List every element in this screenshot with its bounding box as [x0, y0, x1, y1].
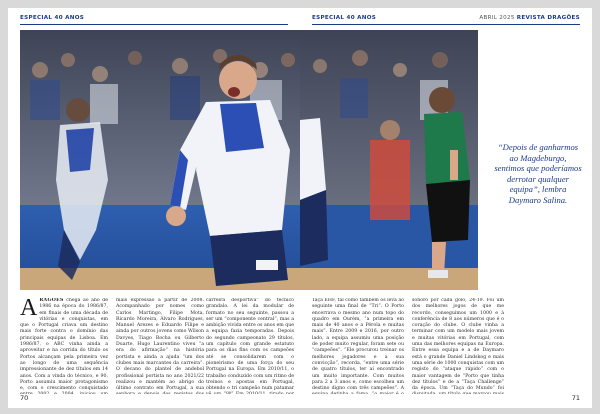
column-text: sonoro por cada golo, 24-19. Foi um dos melhores jogos de que me recordo, conseguimos um 1000 e à conferência de 8 aos números que é o coração do clube. O clube vinha a terminar com um modelo mais jovem e muitas vitórias em Portugal, com uma das melhores equipas na Europa. Entre essa equipa e a de Daymaro está o grande Daniel Lindskog e mais uma série de 1000 conquistas com um registo do “ataque rápido” com o maior vantagem de “Porto que tinha dez títulos” e de a “Taça Challenge” da época. Um “Taça do Mundo” foi [412, 298, 504, 392]
article-column-1 [20, 298, 108, 394]
article-column-3 [206, 298, 294, 394]
article-column-2 [116, 298, 204, 394]
column-text: mais expressão a partir de 2008. Acompanhado por nomes como Carlos Martingo, Filipe Mota, Ricardo Moreira, Álvaro Rodrigues, Manuel Arezes e Eduardo Filipe e ainda por outros jovens como Wilson Davyes, Tiago Rocha ou Gilberto Duarte, Hugo Laurentino viveu “a era do afirmação” na história portista e ainda a ajuda “um dos clubes mais marcantes da carreira”. O decano do plantel de andebol profissional portista no ano 2021/22 realizou e mantém ao abrigo do último contrato em Portugal, a sua [116, 298, 204, 392]
header-rule [312, 24, 580, 25]
column-text: RAGÕES chega ao ano de 1986 na época do 1986/87, em finais de uma década de vitórias e conquistas, em que o Portugal criava um destino mais forte contra o domínio das principais equipas de Lisboa. Em 1986/87, o ABC vinha ainda a aproveitar e na corrida do título os Portos alcançam pela primeira vez ao longo de uma sequência impressionante de dez títulos em 14 anos. Com a vinda do técnico, e 90, Porto assumiu maior protagonismo e, com o crescimento conquistado [20, 298, 108, 392]
pull-quote: “Depois de ganharmos ao Magdeburgo, sentimos que poderíamos derrotar qualquer equipa”, lembra Daymaro Salina. [494, 142, 582, 205]
section-header: ESPECIAL 40 ANOS [312, 15, 377, 21]
left-page [8, 8, 300, 408]
section-header: ESPECIAL 40 ANOS [20, 15, 85, 21]
article-column-4 [312, 298, 404, 394]
header-rule [20, 24, 288, 25]
header-date: ABRIL 2025 [479, 15, 515, 21]
handball-photo [20, 30, 300, 290]
dropcap: A [20, 298, 38, 321]
page-number: 70 [20, 394, 29, 402]
column-text: Taça EHF, tal como também os leva ao seguinte uma final de “Tri”. O Porto encerrava o mesmo ano num topo do quadro em Ourém, “a primeira em mais de 40 anos e a Pérola e muitas mais”. Entre 2009 e 2016, por outro lado, a equipa assumiu uma posição de poder muito regular, foram sete ou “campeões”. “Ele procurou treinar os melhores jogadores e a sua convicção”, recorda, “entre uma série de quatro títulos, ter aí encontrado um muito importante. Com muitos para 2 a 3 anos e, como escolheu um destino digno com três campeões”. A [312, 298, 404, 392]
arena-background-image [300, 30, 478, 290]
column-text: carreira desportiva” do técnico grandalo. A lei da modular de formato no seu seguinte, passou a ser um “componente central”, mas a ambição vivida entre os anos em que a equipa fazia temporadas. Depois do segundo campeonato 29 títulos, um capítulo com grande estatuto para os dias fins com os campeões até se consolidarem com o pioneirismo de uma força do seu Portugal na Europa. Em 2010/11, o trabalho conduzido com um ritmo de treinos e apostas em Portugal, obtendo o tri campeão num patamar [206, 298, 294, 392]
handball-photo-continued [300, 30, 478, 290]
header-date-magazine [479, 15, 580, 21]
right-page [300, 8, 592, 408]
lead-caps: RAGÕES [39, 298, 64, 303]
player-celebration-image [20, 30, 300, 290]
page-number: 71 [571, 394, 580, 402]
article-column-5 [412, 298, 504, 394]
header-magazine: REVISTA DRAGÕES [516, 15, 580, 21]
